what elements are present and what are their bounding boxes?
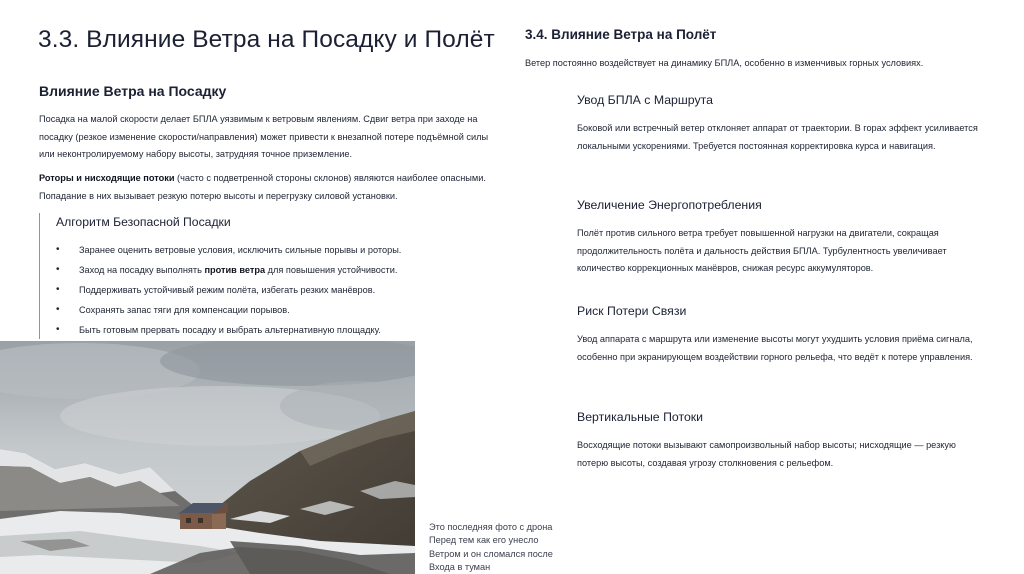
flight-wind-intro: Ветер постоянно воздействует на динамику БПЛА, особенно в изменчивых горных условиях. [525,58,924,68]
section-body: Увод аппарата с маршрута или изменение высоты могут ухудшить условия приёма сигнала, особенно при экранирующем воздействии горного рельефа, что ведёт к потере управления. [577,334,973,362]
section-body: Восходящие потоки вызывают самопроизвольный набор высоты; нисходящие — резкую потерю высоты, создавая угрозу столкновения с рельефом. [577,440,956,468]
landing-wind-subtitle: Влияние Ветра на Посадку [39,83,227,99]
landing-paragraph-2 [39,170,504,205]
mountain-drone-photo [0,341,415,574]
algorithm-item-bold: против ветра [204,265,266,275]
section-title: Вертикальные Потоки [577,410,704,424]
section-title: Увод БПЛА с Маршрута [577,93,713,107]
safe-landing-algorithm [39,213,469,339]
algorithm-item-text: Заранее оценить ветровые условия, исключить сильные порывы и роторы. [79,245,402,255]
algorithm-item [56,240,401,260]
algorithm-item [56,320,401,340]
section-title: Риск Потери Связи [577,304,687,318]
algorithm-item [56,260,401,280]
algorithm-item-text: Быть готовым прервать посадку и выбрать альтернативную площадку. [79,325,381,335]
section-title: Увеличение Энергопотребления [577,198,762,212]
caption-line: Входа в туман [429,561,491,572]
caption-line: Ветром и он сломался после [429,548,553,559]
algorithm-title: Алгоритм Безопасной Посадки [56,215,231,229]
algorithm-item-text: для повышения устойчивости. [265,265,398,275]
rotors-rest-text: (часто с подветренной стороны склонов) являются наиболее опасными. Попадание в них вызывает резкую потерю высоты и перегрузку силовой установки. [39,173,486,201]
algorithm-item-text: Поддерживать устойчивый режим полёта, избегать резких манёвров. [79,285,376,295]
section-energy-consumption [577,198,982,278]
caption-line: Это последняя фото с дрона [429,522,553,532]
algorithm-item-text: Заход на посадку выполнять [79,265,205,275]
section-body: Боковой или встречный ветер отклоняет аппарат от траектории. В горах эффект усиливается локальными ускорениями. Требуется постоянная корректировка курса и навигация. [577,123,978,151]
flight-wind-heading: 3.4. Влияние Ветра на Полёт [525,27,717,42]
algorithm-item [56,280,401,300]
section-signal-loss [577,304,982,366]
section-body: Полёт против сильного ветра требует повышенной нагрузки на двигатели, сокращая продолжительность полёта и дальность действия БПЛА. Турбулентность увеличивает количество коррекционных манёвров, снижая ресурс аккумуляторов. [577,228,947,273]
algorithm-item [56,300,401,320]
algorithm-list [56,240,401,340]
page-title: 3.3. Влияние Ветра на Посадку и Полёт [38,26,495,53]
rotors-bold-text: Роторы и нисходящие потоки [39,173,175,183]
caption-line: Перед тем как его унесло [429,535,539,546]
section-vertical-flows [577,410,982,472]
landing-paragraph-1: Посадка на малой скорости делает БПЛА уязвимым к ветровым явлениям. Сдвиг ветра при заходе на посадку (резкое изменение скорости/направления) может привести к внезапной потере подъёмной силы или неконтролируемому набору высоты, затрудняя точное приземление. [39,114,489,159]
algorithm-item-text: Сохранять запас тяги для компенсации порывов. [79,305,290,315]
section-route-deviation [577,93,982,155]
photo-caption [429,521,553,574]
